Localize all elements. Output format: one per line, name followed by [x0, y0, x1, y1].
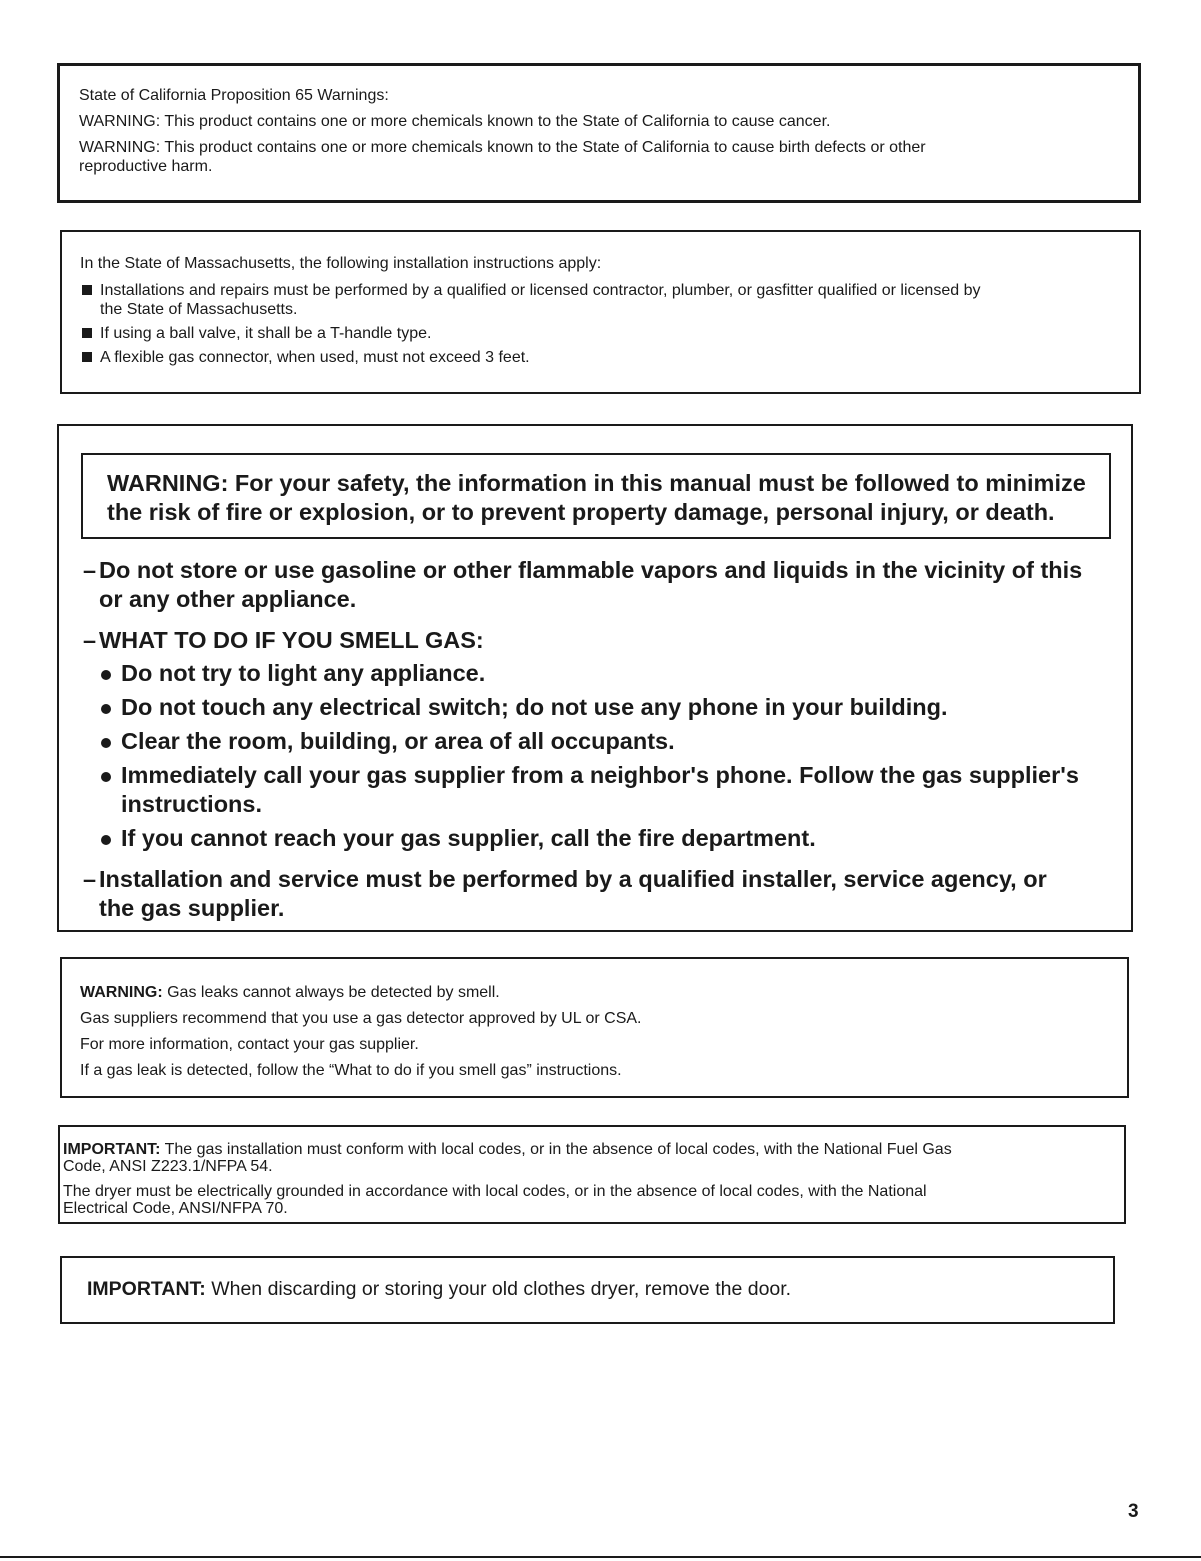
step-line1: Clear the room, building, or area of all occupants.	[121, 728, 675, 754]
list-item	[83, 727, 1128, 756]
prop65-birth-line1: WARNING: This product contains one or more chemicals known to the State of California to cause birth defects or other	[79, 139, 926, 156]
step-line1: Immediately call your gas supplier from a neighbor's phone. Follow the gas supplier's	[121, 762, 1079, 788]
step-line1: Do not try to light any appliance.	[121, 660, 486, 686]
discard-text: When discarding or storing your old clothes dryer, remove the door.	[205, 1278, 792, 1300]
important-label: IMPORTANT:	[87, 1278, 206, 1300]
safety-headline	[81, 453, 1111, 539]
dash-mark: –	[83, 866, 97, 892]
gas-leak-line4: If a gas leak is detected, follow the “What to do if you smell gas” instructions.	[80, 1062, 622, 1079]
p1-line2: Code, ANSI Z223.1/NFPA 54.	[63, 1158, 273, 1175]
step-line1: If you cannot reach your gas supplier, call the fire department.	[121, 825, 816, 851]
list-item	[80, 281, 1121, 319]
rule-line1: WHAT TO DO IF YOU SMELL GAS:	[99, 627, 484, 653]
warning-label: WARNING:	[80, 984, 163, 1001]
headline-line1: WARNING: For your safety, the information in this manual must be followed to minimize	[107, 470, 1086, 496]
round-bullet-icon	[101, 835, 111, 845]
p2-line2: Electrical Code, ANSI/NFPA 70.	[63, 1200, 288, 1217]
list-item	[83, 824, 1128, 853]
important-label: IMPORTANT:	[63, 1141, 161, 1158]
gas-leak-line3: For more information, contact your gas supplier.	[80, 1036, 419, 1053]
rule-flammables	[83, 556, 1128, 614]
prop65-cancer-warning: WARNING: This product contains one or more chemicals known to the State of California to cause cancer.	[79, 113, 831, 130]
safety-rules	[83, 556, 1128, 935]
rule-line2: the gas supplier.	[99, 895, 285, 921]
list-item-line1: A flexible gas connector, when used, must not exceed 3 feet.	[100, 349, 530, 366]
gas-leak-line2: Gas suppliers recommend that you use a gas detector approved by UL or CSA.	[80, 1010, 642, 1027]
rule-line1: Do not store or use gasoline or other flammable vapors and liquids in the vicinity of this	[99, 557, 1083, 583]
square-bullet-icon	[82, 328, 92, 338]
discard-notice-box	[60, 1256, 1115, 1324]
massachusetts-list	[80, 281, 1121, 367]
step-line1: Do not touch any electrical switch; do not use any phone in your building.	[121, 694, 948, 720]
installation-codes-box	[58, 1125, 1126, 1224]
p1-line1: The gas installation must conform with local codes, or in the absence of local codes, with the National Fuel Gas	[160, 1141, 952, 1158]
square-bullet-icon	[82, 352, 92, 362]
prop65-warning-box	[57, 63, 1141, 203]
square-bullet-icon	[82, 285, 92, 295]
dash-mark: –	[83, 627, 97, 653]
rule-line2: or any other appliance.	[99, 586, 357, 612]
list-item-line2: the State of Massachusetts.	[100, 301, 298, 318]
round-bullet-icon	[101, 704, 111, 714]
round-bullet-icon	[101, 670, 111, 680]
list-item-line1: Installations and repairs must be performed by a qualified or licensed contractor, plumber, or gasfitter qualified or licensed by	[100, 282, 981, 299]
page-number: 3	[1128, 1501, 1139, 1522]
list-item	[80, 348, 1121, 367]
list-item	[83, 761, 1128, 819]
massachusetts-instructions-box	[60, 230, 1141, 394]
step-line2: instructions.	[121, 791, 263, 817]
round-bullet-icon	[101, 738, 111, 748]
massachusetts-intro: In the State of Massachusetts, the following installation instructions apply:	[80, 255, 602, 272]
gas-leak-line1	[80, 983, 1109, 1002]
gas-leak-text: Gas leaks cannot always be detected by smell.	[162, 984, 500, 1001]
headline-line2: the risk of fire or explosion, or to prevent property damage, personal injury, or death.	[107, 499, 1055, 525]
bottom-divider	[0, 1556, 1201, 1558]
dash-mark: –	[83, 557, 97, 583]
rule-installation	[83, 865, 1128, 923]
list-item-line1: If using a ball valve, it shall be a T-handle type.	[100, 325, 432, 342]
list-item	[80, 324, 1121, 343]
rule-smell-gas	[83, 626, 1128, 655]
round-bullet-icon	[101, 772, 111, 782]
list-item	[83, 693, 1128, 722]
prop65-birth-defects-warning	[79, 138, 1120, 176]
gas-installation-paragraph	[63, 1141, 1121, 1175]
rule-line1: Installation and service must be performed by a qualified installer, service agency, or	[99, 866, 1047, 892]
gas-leak-warning-box	[60, 957, 1129, 1098]
prop65-birth-line2: reproductive harm.	[79, 158, 213, 175]
safety-warning-box	[57, 424, 1133, 932]
prop65-title: State of California Proposition 65 Warnings:	[79, 87, 389, 104]
p2-line1: The dryer must be electrically grounded in accordance with local codes, or in the absence of local codes, with the National	[63, 1183, 927, 1200]
list-item	[83, 659, 1128, 688]
gas-steps-list	[83, 659, 1128, 853]
grounding-paragraph	[63, 1183, 1121, 1217]
